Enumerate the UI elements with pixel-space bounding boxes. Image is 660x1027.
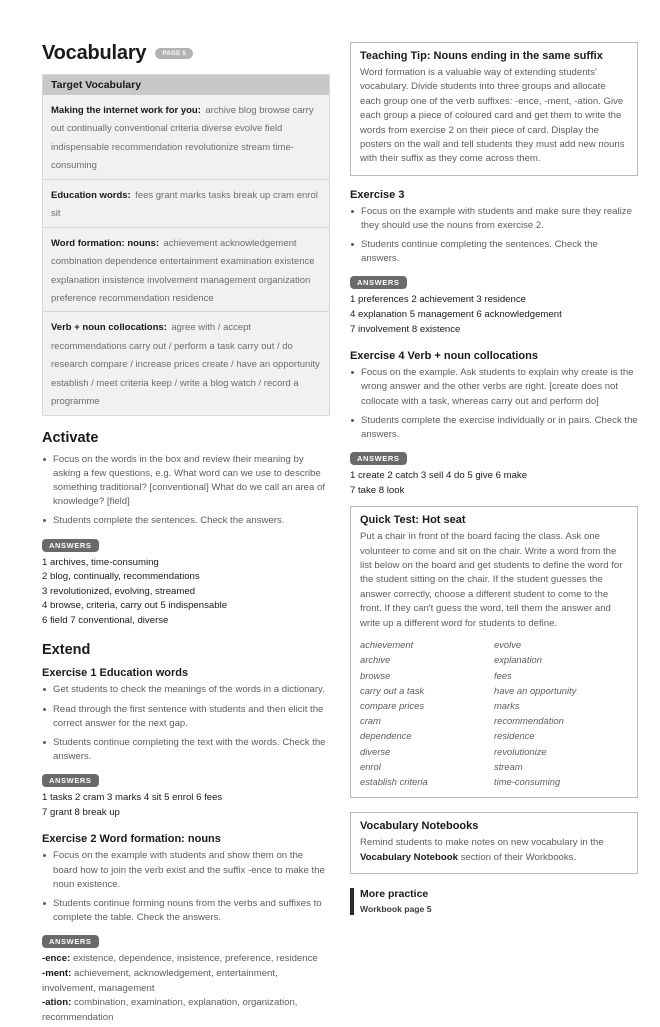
quick-test-body: Put a chair in front of the board facing the class. Ask one volunteer to come and sit on the chair. Write a word from the list below on the board and get students to define the word for the student sitting on the chair. If the student guesses the answer correctly, choose a different student to come to the front. If they can't guess the word, tell them the answer and write up a different word for students to define. — [360, 531, 623, 629]
exercise-4-answers — [350, 469, 638, 498]
word-item: carry out a task — [360, 684, 425, 696]
answer-line: 7 involvement 8 existence — [350, 323, 461, 335]
word-item: enrol — [360, 760, 381, 772]
list-item: Get students to check the meanings of the words in a dictionary. — [42, 683, 330, 697]
exercise-1-title: Exercise 1 Education words — [42, 667, 189, 680]
exercise-4-title: Exercise 4 Verb + noun collocations — [350, 350, 538, 363]
section-title-activate: Activate — [42, 429, 99, 446]
list-item: Focus on the example. Ask students to explain why create is the wrong answer and the other verbs are right. [create does not collocate with a task, whereas carry out and perform do] — [350, 366, 638, 409]
page-header — [42, 42, 330, 65]
vocabulary-group-label: Word formation: nouns: — [51, 237, 160, 249]
activate-answers — [42, 556, 330, 629]
more-practice-subtitle: Workbook page 5 — [360, 903, 432, 914]
word-item: explanation — [494, 654, 542, 666]
suffix-words: combination, examination, explanation, organization, recommendation — [42, 997, 298, 1023]
exercise-2-title: Exercise 2 Word formation: nouns — [42, 833, 221, 846]
quick-test-box — [350, 506, 638, 798]
suffix-label: -ment: — [42, 968, 72, 979]
answer-line: 1 create 2 catch 3 sell 4 do 5 give 6 make — [350, 470, 528, 482]
answer-line: 1 preferences 2 achievement 3 residence — [350, 294, 526, 306]
answer-line: 1 archives, time-consuming — [42, 556, 159, 568]
answer-line — [42, 967, 330, 996]
notebook-text-bold: Vocabulary Notebook — [360, 851, 458, 863]
notebook-text-after: section of their Workbooks. — [457, 851, 577, 863]
exercise-3-title: Exercise 3 — [350, 188, 405, 201]
word-item: achievement — [360, 639, 414, 651]
exercise-1-instructions — [42, 683, 330, 764]
vocabulary-notebooks-body — [360, 836, 628, 865]
word-item: marks — [494, 699, 520, 711]
word-item: archive — [360, 654, 391, 666]
teaching-tip-body: Word formation is a valuable way of extending students' vocabulary. Divide students into three groups and allocate each group one of the verb suffixes: -ence, -ment, -ation. Give each group a piece of coloured card and get them to write the words from exercise 2 on their piece of card. Display the posters on the wall and tell students they must add new nouns with their suffix as they come across them. — [360, 67, 625, 165]
two-column-layout — [42, 42, 638, 1027]
word-item: revolutionize — [494, 745, 547, 757]
list-item: Students complete the sentences. Check the answers. — [42, 514, 330, 528]
vocabulary-group — [43, 312, 329, 414]
word-item: dependence — [360, 730, 412, 742]
list-item: Focus on the example with students and show them on the board how to join the verb exist and the suffix -ence to make the noun existence. — [42, 849, 330, 892]
suffix-words: existence, dependence, insistence, preference, residence — [72, 953, 318, 965]
list-item: Students complete the exercise individually or in pairs. Check the answers. — [350, 414, 638, 442]
list-item: Students continue completing the sentences. Check the answers. — [350, 238, 638, 266]
notebook-text-before: Remind students to make notes on new vocabulary in the — [360, 837, 604, 849]
teaching-tip-box — [350, 42, 638, 176]
answers-badge: ANSWERS — [42, 539, 99, 552]
list-item: Read through the first sentence with students and then elicit the correct answer for the next gap. — [42, 703, 330, 731]
vocabulary-group — [43, 180, 329, 228]
vocabulary-group-words: achievement acknowledgement combination dependence entertainment examination existence explanation insistence involvement management organization preference recommendation residence — [51, 237, 315, 304]
vocabulary-group-label: Making the internet work for you: — [51, 105, 201, 116]
more-practice-title: More practice — [360, 888, 429, 901]
list-item: Focus on the words in the box and review their meaning by asking a few questions, e.g. What word can we use to describe something traditional? [conventional] What do we call an area of knowledge? [field] — [42, 453, 330, 510]
answer-line: 7 take 8 look — [350, 484, 405, 496]
word-item: residence — [494, 730, 535, 742]
vocabulary-group — [43, 95, 329, 180]
page-number-badge: PAGE 5 — [155, 48, 193, 59]
word-column-1 — [360, 637, 494, 789]
answer-line: 7 grant 8 break up — [42, 806, 120, 818]
exercise-1-answers — [42, 791, 330, 820]
suffix-label: -ation: — [42, 997, 72, 1009]
right-column — [350, 42, 638, 915]
word-item: fees — [494, 669, 512, 681]
exercise-2-answers — [42, 952, 330, 1025]
section-title-extend: Extend — [42, 642, 91, 659]
answer-line — [42, 996, 330, 1025]
vocabulary-group-words: fees grant marks tasks break up cram enrol sit — [51, 189, 318, 220]
answer-line: 1 tasks 2 cram 3 marks 4 sit 5 enrol 6 fees — [42, 792, 223, 804]
quick-test-title: Quick Test: Hot seat — [360, 514, 466, 527]
quick-test-word-list — [360, 637, 628, 789]
page-title: Vocabulary — [42, 42, 147, 64]
vocabulary-group — [43, 228, 329, 313]
target-vocabulary-title: Target Vocabulary — [43, 75, 329, 95]
answers-badge: ANSWERS — [42, 774, 99, 787]
word-item: diverse — [360, 745, 391, 757]
answer-line: 6 field 7 conventional, diverse — [42, 614, 169, 626]
exercise-2-instructions — [42, 849, 330, 925]
more-practice-text — [360, 888, 431, 915]
word-item: establish criteria — [360, 776, 428, 788]
more-practice-section — [350, 888, 638, 915]
word-item: stream — [494, 760, 523, 772]
answers-badge: ANSWERS — [350, 452, 407, 465]
vocabulary-notebooks-box — [350, 812, 638, 874]
word-column-2 — [494, 637, 628, 789]
vocabulary-group-label: Education words: — [51, 189, 131, 201]
suffix-words: achievement, acknowledgement, entertainment, involvement, management — [42, 968, 278, 994]
word-item: compare prices — [360, 699, 425, 711]
vocabulary-group-words: archive blog browse carry out continually conventional criteria diverse evolve field indispensable recommendation revolutionize stream time-consuming — [51, 105, 314, 172]
list-item: Focus on the example with students and make sure they realize they should use the nouns from exercise 2. — [350, 205, 638, 233]
list-item: Students continue completing the text with the words. Check the answers. — [42, 736, 330, 764]
word-item: have an opportunity — [494, 684, 577, 696]
answer-line — [42, 952, 330, 967]
teaching-tip-title: Teaching Tip: Nouns ending in the same suffix — [360, 50, 603, 62]
left-column — [42, 42, 330, 1027]
answer-line: 4 browse, criteria, carry out 5 indispensable — [42, 600, 228, 612]
word-item: time-consuming — [494, 776, 561, 788]
word-item: recommendation — [494, 715, 564, 727]
answers-badge: ANSWERS — [350, 276, 407, 289]
answer-line: 4 explanation 5 management 6 acknowledgement — [350, 309, 562, 321]
exercise-4-instructions — [350, 366, 638, 442]
word-item: browse — [360, 669, 391, 681]
activate-instructions — [42, 453, 330, 529]
vocabulary-notebooks-title: Vocabulary Notebooks — [360, 820, 479, 833]
vocabulary-group-label: Verb + noun collocations: — [51, 322, 167, 334]
list-item: Students continue forming nouns from the verbs and suffixes to complete the table. Check the answers. — [42, 897, 330, 925]
exercise-3-instructions — [350, 205, 638, 267]
word-item: evolve — [494, 639, 522, 651]
answer-line: 2 blog, continually, recommendations — [42, 571, 200, 583]
vertical-rule-icon — [350, 888, 354, 915]
vocabulary-group-words: agree with / accept recommendations carry out / perform a task carry out / do research compare / increase prices create / have an opportunity establish / meet criteria keep / write a blog watch / record a programme — [51, 322, 320, 408]
answer-line: 3 revolutionized, evolving, streamed — [42, 585, 196, 597]
target-vocabulary-box — [42, 74, 330, 416]
suffix-label: -ence: — [42, 953, 71, 965]
exercise-3-answers — [350, 293, 638, 337]
answers-badge: ANSWERS — [42, 935, 99, 948]
word-item: cram — [360, 715, 381, 727]
